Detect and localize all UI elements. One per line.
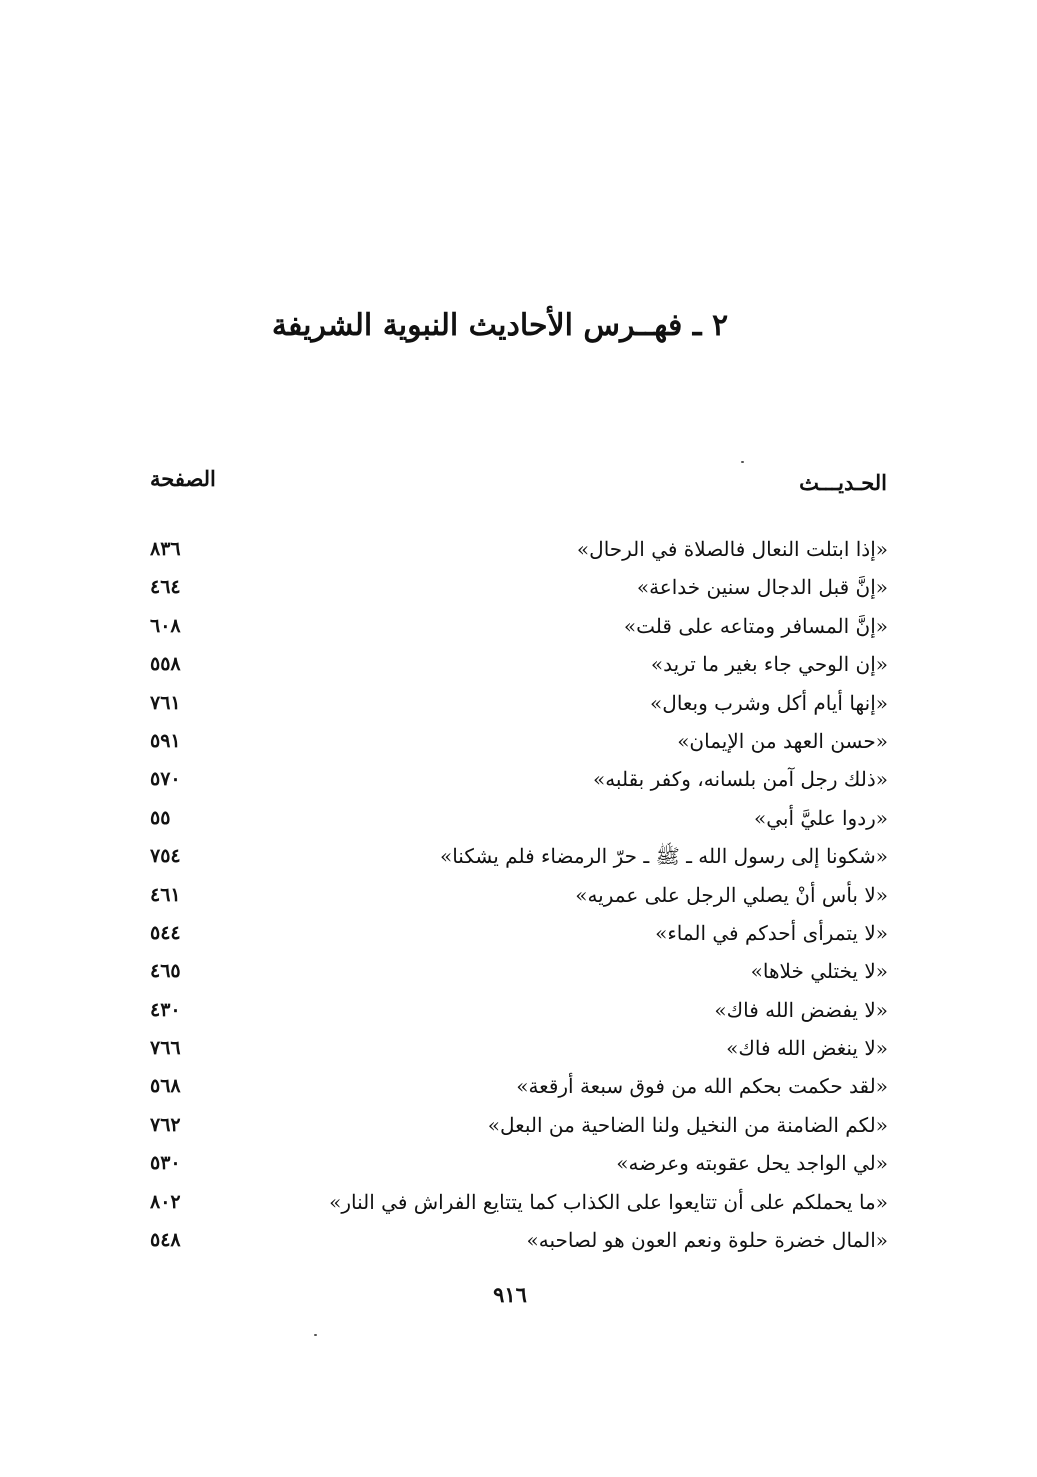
hadith-text: «لا ينغض الله فاك» [726,1036,888,1061]
column-header-hadith: الحـديـــث [799,470,887,495]
page-title: ٢ ـ فهــرس الأحاديث النبوية الشريفة [271,308,729,343]
page-number: ٥٣٠ [150,1152,181,1175]
list-item [150,647,888,685]
list-item [150,1223,888,1261]
page-number: ٥٥ [150,806,171,829]
scan-speck [314,1334,317,1336]
hadith-text: «حسن العهد من الإيمان» [677,728,888,753]
hadith-text: «لا يختلي خلاها» [750,959,888,984]
hadith-text: «إذا ابتلت النعال فالصلاة في الرحال» [576,537,888,561]
hadith-text: «شكونا إلى رسول الله ـ ﷺ ـ حرّ الرمضاء فلم يشكنا» [439,844,888,869]
hadith-text: «ذلك رجل آمن بلسانه، وكفر بقلبه» [592,767,888,792]
hadith-text: «لقد حكمت بحكم الله من فوق سبعة أرقعة» [516,1074,888,1099]
list-item [150,609,888,647]
page-number: ٨٠٢ [150,1190,181,1213]
page-number: ٤٦١ [150,883,181,906]
list-item [150,1069,888,1107]
column-header-page: الصفحة [150,466,216,491]
list-item [150,724,888,762]
page-number: ٥٧٠ [150,768,181,791]
hadith-text: «ردوا عليَّ أبي» [754,805,888,830]
list-item [150,532,888,570]
hadith-text: «إنها أيام أكل وشرب وبعال» [650,690,888,715]
list-item [150,878,888,916]
page-number: ٤٣٠ [150,998,181,1021]
page-number: ٥٤٤ [150,921,181,944]
list-item [150,954,888,992]
page-number: ٧٦٢ [150,1113,181,1136]
list-item [150,1185,888,1223]
list-item [150,570,888,608]
hadith-text: «إن الوحي جاء بغير ما تريد» [650,652,888,677]
page-number: ٤٦٥ [150,960,181,983]
list-item [150,916,888,954]
hadith-text: «لكم الضامنة من النخيل ولنا الضاحية من البعل» [487,1112,888,1137]
list-item [150,686,888,724]
hadith-text: «إنَّ المسافر ومتاعه على قلت» [623,613,888,638]
hadith-text: «ما يحملكم على أن تتايعوا على الكذاب كما يتتايع الفراش في النار» [329,1189,888,1214]
scan-speck [741,461,744,463]
page-number: ٦٠٨ [150,614,181,637]
hadith-text: «لا يفضض الله فاك» [714,997,888,1022]
hadith-text: «لي الواجد يحل عقوبته وعرضه» [616,1151,888,1176]
list-item [150,839,888,877]
page-number: ٥٤٨ [150,1229,181,1252]
page-number: ٧٦١ [150,691,181,714]
page-number: ٥٦٨ [150,1075,181,1098]
page-number: ٥٩١ [150,729,181,752]
hadith-text: «المال خضرة حلوة ونعم العون هو لصاحبه» [526,1228,888,1253]
page-folio-number: ٩١٦ [493,1282,527,1307]
page-number: ٧٥٤ [150,845,181,868]
page-number: ٤٦٤ [150,576,181,599]
list-item [150,1146,888,1184]
page-number: ٧٦٦ [150,1037,181,1060]
page-number: ٨٣٦ [150,538,181,560]
list-item [150,801,888,839]
hadith-text: «لا يتمرأى أحدكم في الماء» [655,920,888,945]
list-item [150,1031,888,1069]
list-item [150,762,888,800]
list-item [150,993,888,1031]
hadith-text: «لا بأس أنْ يصلي الرجل على عمريه» [575,882,888,907]
list-item [150,1108,888,1146]
page-number: ٥٥٨ [150,653,181,676]
hadith-index-list [150,532,888,1261]
hadith-text: «إنَّ قبل الدجال سنين خداعة» [636,575,888,600]
